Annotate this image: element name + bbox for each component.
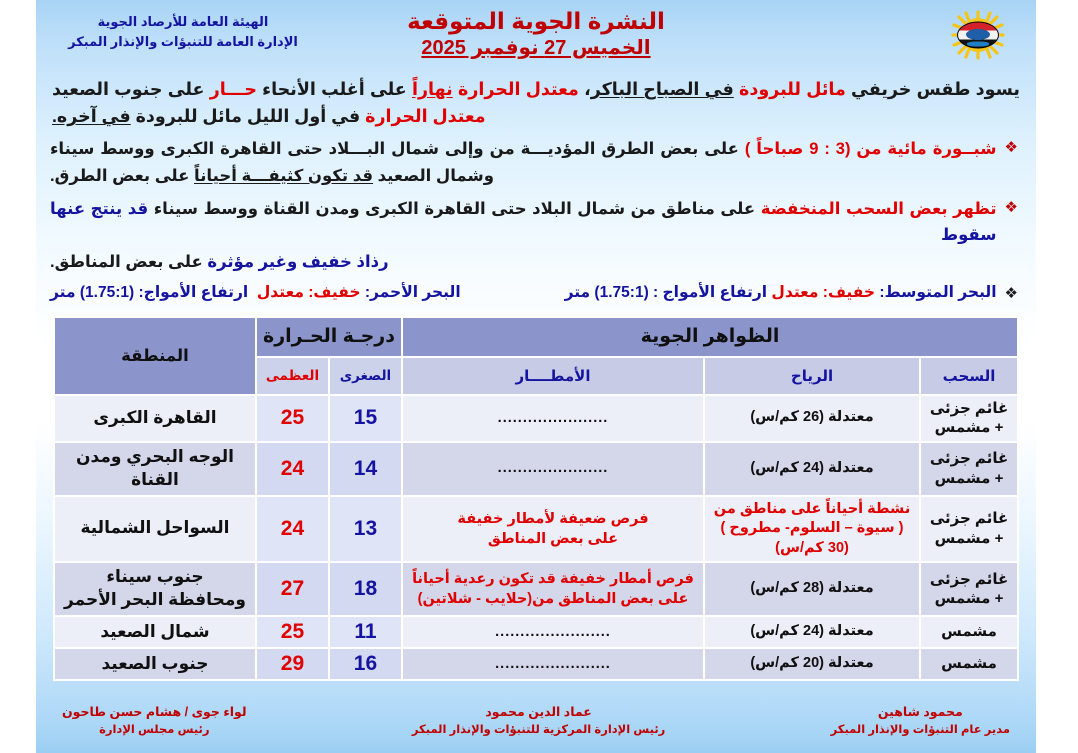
signature-right bbox=[831, 703, 1010, 739]
bullet-fog-time: (3 : 9 صباحاً ) bbox=[744, 140, 851, 159]
sea-red-label: البحر الأحمر: bbox=[364, 284, 461, 302]
cell-region bbox=[54, 442, 256, 496]
sea-red-wave-value: (1.75:1) متر bbox=[50, 284, 135, 302]
bullet-item-sea bbox=[50, 282, 1018, 306]
bullet-item-fog bbox=[50, 136, 1018, 189]
cell-clouds bbox=[920, 395, 1018, 442]
bullet-fog-dense: قد تكون كثيفـــة أحياناً bbox=[194, 166, 374, 185]
header-temp-min: الصغرى bbox=[329, 357, 402, 395]
bullet-fog-tail: على بعض الطرق. bbox=[50, 166, 194, 185]
cell-temp-max: 27 bbox=[256, 562, 329, 616]
cell-region bbox=[54, 648, 256, 680]
bullet-clouds-drizzle-note: قد ينتج عنها سقوط bbox=[50, 200, 997, 245]
bullet-diamond-icon: ❖ bbox=[1004, 285, 1018, 303]
cell-temp-min: 11 bbox=[329, 616, 402, 648]
sea-mediterranean-wave-label: ارتفاع الأمواج : bbox=[653, 284, 768, 302]
sea-red-group bbox=[50, 282, 461, 304]
cell-rain bbox=[402, 395, 704, 442]
intro-line-2 bbox=[52, 103, 1020, 130]
bullet-diamond-icon: ❖ bbox=[1004, 139, 1018, 157]
cell-temp-min: 16 bbox=[329, 648, 402, 680]
intro-red-hot: حـــار bbox=[209, 79, 257, 99]
cell-line: + مشمس bbox=[934, 590, 1004, 608]
cell-line: ( سيوة – السلوم- مطروح ) bbox=[720, 520, 904, 537]
cell-rain bbox=[402, 616, 704, 648]
org-authority-name: الهيئة العامة للأرصاد الجوية bbox=[97, 14, 269, 29]
header-wind: الرياح bbox=[704, 357, 920, 395]
bullet-fog-line-1 bbox=[50, 136, 997, 162]
cell-line: غائم جزئى bbox=[929, 510, 1009, 528]
cell-line: فرص أمطار خفيفة قد تكون رعدية أحياناً bbox=[412, 570, 694, 587]
cell-wind bbox=[704, 648, 920, 680]
cell-temp-min: 15 bbox=[329, 395, 402, 442]
signature-left-name: لواء جوى / هشام حسن طاحون bbox=[62, 705, 247, 719]
bullet-clouds-line-2 bbox=[50, 249, 997, 275]
signature-right-name: محمود شاهين bbox=[877, 705, 963, 719]
bullet-fog-saeed: وشمال الصعيد bbox=[373, 166, 494, 185]
sea-mediterranean-state: خفيف: معتدل bbox=[771, 284, 876, 302]
table-header-group-row bbox=[54, 317, 1018, 357]
cell-temp-max: 29 bbox=[256, 648, 329, 680]
intro-text-c: على أغلب الأنحاء bbox=[256, 79, 412, 99]
header-group-phenomena: الظواهر الجوية bbox=[402, 317, 1018, 357]
cell-line: غائم جزئى bbox=[929, 399, 1009, 417]
cell-temp-min: 14 bbox=[329, 442, 402, 496]
bullet-clouds-areas: على مناطق من شمال البلاد حتى القاهرة الكبرى ومدن القناة ووسط سيناء bbox=[148, 200, 761, 219]
cell-line: + مشمس bbox=[934, 529, 1004, 547]
signature-center-role: رئيس الإدارة المركزية للتنبؤات والإنذار المبكر bbox=[411, 723, 666, 736]
sea-mediterranean-label: البحر المتوسط: bbox=[879, 284, 997, 302]
sea-mediterranean-group bbox=[565, 282, 997, 304]
organization-block bbox=[58, 12, 308, 52]
bullet-text-low-clouds bbox=[50, 196, 997, 275]
cell-temp-max: 24 bbox=[256, 496, 329, 563]
intro-paragraph bbox=[52, 76, 1020, 130]
table-row bbox=[54, 648, 1018, 680]
bullet-clouds-line-1 bbox=[50, 196, 997, 249]
signature-center bbox=[412, 703, 665, 739]
bulletin-date: الخميس 27 نوفمبر 2025 bbox=[421, 37, 651, 60]
cell-rain bbox=[402, 648, 704, 680]
table-row bbox=[54, 496, 1018, 563]
signature-right-role: مدير عام التنبؤات والإنذار المبكر bbox=[830, 723, 1010, 736]
cell-rain bbox=[402, 496, 704, 563]
bullet-text-fog bbox=[50, 136, 997, 189]
cell-rain bbox=[402, 442, 704, 496]
intro-underline-morning: في الصباح الباكر bbox=[590, 79, 734, 99]
cell-line: الوجه البحري ومدن القناة bbox=[76, 446, 234, 489]
cell-clouds bbox=[920, 616, 1018, 648]
cell-line: مشمس bbox=[941, 623, 997, 641]
cell-clouds bbox=[920, 496, 1018, 563]
table-row bbox=[54, 616, 1018, 648]
intro-red-moderate: معتدل الحرارة bbox=[458, 79, 579, 99]
cell-line: معتدلة (24 كم/س) bbox=[750, 623, 874, 640]
cell-temp-min: 13 bbox=[329, 496, 402, 563]
cell-line: ....................... bbox=[495, 655, 611, 672]
table-row bbox=[54, 442, 1018, 496]
cell-line: معتدلة (28 كم/س) bbox=[750, 580, 874, 597]
cell-line: على بعض المناطق من(حلايب - شلاتين) bbox=[417, 591, 689, 608]
cell-line: نشطة أحياناً على مناطق من bbox=[713, 500, 911, 517]
table-body bbox=[54, 395, 1018, 680]
cell-line: جنوب الصعيد bbox=[101, 653, 209, 673]
signature-center-name: عماد الدين محمود bbox=[485, 705, 592, 719]
cell-region bbox=[54, 562, 256, 616]
cell-clouds bbox=[920, 562, 1018, 616]
intro-text-b: ، bbox=[578, 79, 591, 99]
bullet-fog-line-2 bbox=[50, 163, 997, 189]
cell-temp-min: 18 bbox=[329, 562, 402, 616]
intro-line-1 bbox=[52, 76, 1020, 103]
cell-temp-max: 25 bbox=[256, 395, 329, 442]
header-clouds: السحب bbox=[920, 357, 1018, 395]
sea-conditions-text bbox=[50, 282, 997, 304]
intro-red-cold: مائل للبرودة bbox=[739, 79, 846, 99]
cell-wind bbox=[704, 562, 920, 616]
bullet-list bbox=[50, 136, 1018, 305]
bullet-clouds-tail: على بعض المناطق. bbox=[50, 252, 208, 271]
header-rain: الأمطــــار bbox=[402, 357, 704, 395]
weather-table bbox=[53, 316, 1019, 681]
cell-line: معتدلة (26 كم/س) bbox=[750, 409, 874, 426]
table-row bbox=[54, 562, 1018, 616]
cell-clouds bbox=[920, 442, 1018, 496]
intro-underline-late-night: في آخره. bbox=[52, 106, 131, 127]
page-header bbox=[36, 0, 1036, 72]
cell-line: معتدلة (20 كم/س) bbox=[750, 655, 874, 672]
signature-left bbox=[62, 703, 247, 739]
cell-line: مشمس bbox=[941, 655, 997, 673]
cell-line: + مشمس bbox=[934, 469, 1004, 487]
bullet-clouds-drizzle: رذاذ خفيف وغير مؤثرة bbox=[207, 252, 389, 271]
cell-line: ومحافظة البحر الأحمر bbox=[64, 590, 246, 610]
cell-line: + مشمس bbox=[934, 419, 1004, 437]
cell-line: غائم جزئى bbox=[929, 570, 1009, 588]
cell-line: (30 كم/س) bbox=[775, 539, 849, 556]
sea-mediterranean-wave-value: (1.75:1) متر bbox=[564, 284, 649, 302]
org-department-name: الإدارة العامة للتنبؤات والإنذار المبكر bbox=[68, 34, 298, 50]
cell-clouds bbox=[920, 648, 1018, 680]
intro-text-e: في أول الليل مائل للبرودة bbox=[130, 106, 366, 127]
cell-line: ...................... bbox=[497, 460, 609, 477]
intro-red-night-moderate: معتدل الحرارة bbox=[365, 106, 486, 127]
intro-underline-daytime: نهاراً bbox=[411, 79, 453, 99]
bullet-clouds-lead: تظهر بعض السحب المنخفضة bbox=[760, 200, 997, 219]
cell-wind bbox=[704, 496, 920, 563]
cell-region bbox=[54, 395, 256, 442]
signature-left-role: رئيس مجلس الإدارة bbox=[99, 723, 210, 736]
sea-red-wave-label: ارتفاع الأمواج: bbox=[138, 284, 249, 302]
bulletin-page bbox=[36, 0, 1036, 753]
cell-line: غائم جزئى bbox=[929, 450, 1009, 468]
header-temp-max: العظمى bbox=[256, 357, 329, 395]
cell-region bbox=[54, 616, 256, 648]
cell-line: فرص ضعيفة لأمطار خفيفة bbox=[457, 510, 649, 527]
sea-conditions-row bbox=[50, 282, 997, 304]
header-region: المنطقة bbox=[54, 317, 256, 395]
cell-line: ...................... bbox=[497, 410, 609, 427]
cell-rain bbox=[402, 562, 704, 616]
bullet-diamond-icon: ❖ bbox=[1004, 199, 1018, 217]
cell-temp-max: 25 bbox=[256, 616, 329, 648]
cell-wind bbox=[704, 616, 920, 648]
bullet-item-low-clouds bbox=[50, 196, 1018, 275]
cell-temp-max: 24 bbox=[256, 442, 329, 496]
cell-line: القاهرة الكبرى bbox=[93, 407, 217, 427]
cell-line: ....................... bbox=[495, 623, 611, 640]
cell-line: جنوب سيناء bbox=[106, 567, 204, 587]
bullet-fog-lead: شبــورة مائية من bbox=[850, 140, 997, 159]
cell-wind bbox=[704, 442, 920, 496]
bullet-fog-roads: على بعض الطرق المؤديـــة من وإلى شمال البـــلاد حتى القاهرة الكبرى ووسط سيناء bbox=[50, 140, 745, 159]
intro-text-d: على جنوب الصعيد bbox=[52, 79, 210, 99]
signature-footer bbox=[36, 703, 1036, 739]
table-row bbox=[54, 395, 1018, 442]
intro-text-a: يسود طقس خريفي bbox=[845, 79, 1020, 99]
cell-line: شمال الصعيد bbox=[100, 621, 210, 641]
cell-line: معتدلة (24 كم/س) bbox=[750, 459, 874, 476]
cell-line: السواحل الشمالية bbox=[80, 518, 230, 538]
cell-wind bbox=[704, 395, 920, 442]
page-title: النشرة الجوية المتوقعة bbox=[407, 8, 665, 34]
cell-line: على بعض المناطق bbox=[487, 530, 619, 547]
sea-red-state: خفيف: معتدل bbox=[256, 284, 361, 302]
header-group-temperature: درجـة الحـرارة bbox=[256, 317, 402, 357]
cell-region bbox=[54, 496, 256, 563]
